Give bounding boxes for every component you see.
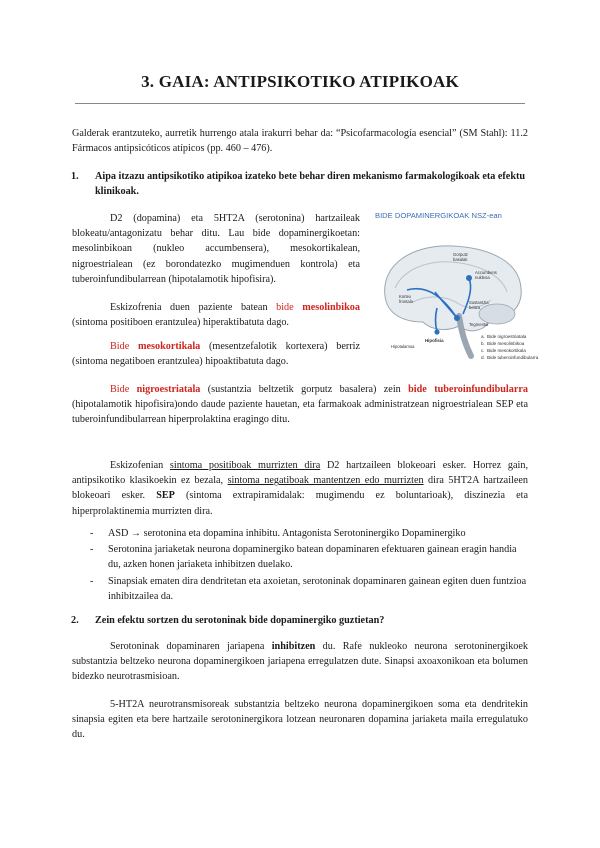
text-span: Eskizofenian — [110, 460, 170, 471]
label-accumbens: Accumbens — [475, 270, 497, 275]
label-tegmental: Tegmental — [469, 322, 489, 327]
label-frontal2: frontala — [399, 299, 413, 304]
question-1-number: 1. — [71, 171, 79, 182]
highlight-red: bide — [276, 302, 303, 313]
text-span: Serotoninak dopaminaren jariapena — [110, 641, 272, 652]
highlight-mesocortical: mesokortikala — [138, 341, 201, 352]
question-1-text: Aipa itzazu antipsikotiko atipikoa izateko bete behar diren mekanismo farmakologikoak eta efektu klinikoak. — [95, 171, 526, 198]
bold-inhibitzen: inhibitzen — [271, 641, 316, 652]
pituitary-node — [434, 329, 439, 334]
figure-title: BIDE DOPAMINERGIKOAK NSZ-ean — [375, 211, 502, 220]
label-hipofisia: Hipofisia — [425, 338, 444, 343]
highlight-red: Bide — [110, 384, 137, 395]
label-hipotalamoa: Hipotalamoa — [391, 344, 415, 349]
underlined-negative: sintoma negatiboak mantentzen edo murrizten — [227, 475, 424, 487]
figure-legend — [481, 334, 539, 360]
bullet-dash: - — [90, 544, 94, 556]
underlined-positive: sintoma positiboak murrizten dira — [169, 460, 321, 471]
cerebellum — [479, 304, 515, 324]
list-item — [90, 526, 528, 541]
list-item — [90, 542, 528, 572]
intro-paragraph: Galderak erantzuteko, aurretik hurrengo atala irakurri behar da: “Psicofarmacología esencial” (SM Stahl): 11.2 Fármacos antipsicóticos atípicos (pp. 460 – 476). — [72, 128, 528, 155]
text-span: (hipotalamotik hipofisira)ondo daude paziente hauetan, eta farmakoak administratzean nigroestrialean SEP eta tuberoinfundibularrean hiperprolaktina eragingo ditu. — [72, 399, 528, 426]
bullet-list — [90, 526, 528, 605]
title-divider — [75, 103, 525, 104]
paragraph-serotonin-effect — [72, 639, 528, 685]
highlight-mesolimbic: mesolinbikoa — [302, 302, 360, 313]
label-sustantzia: Sustantzia — [469, 300, 489, 305]
question-1 — [71, 169, 528, 199]
highlight-nigrostriatal: nigroestriatala — [136, 384, 201, 395]
legend-text: Bide mesolinbikoa — [487, 341, 525, 346]
legend-text: Bide mesokortikala — [487, 348, 526, 353]
label-basalak: basalak — [453, 257, 468, 262]
bullet-text: Serotonina jariaketak neurona dopaminergiko batean dopaminaren efektuaren gainean eragin handia du, azken honen jariaketa inhibitzen duelako. — [108, 544, 517, 571]
text-span: (mesentzefalotik kortexera) berriz (sintoma negatiboen erantzulea) hipoaktibatuta dago. — [72, 341, 360, 368]
text-span: (sintoma positiboen erantzulea) hiperaktibatuta dago. — [72, 317, 289, 329]
legend-key: b. — [481, 341, 485, 346]
text-span: dira 5HT2A hartzaileen blokeoari esker. — [72, 475, 528, 502]
question-2 — [71, 613, 528, 628]
striatum-node — [466, 275, 472, 281]
paragraph-mesolimbic — [72, 300, 360, 330]
question-2-number: 2. — [71, 615, 79, 626]
label-gorputz: Gorputz — [453, 252, 468, 257]
list-item — [90, 574, 528, 604]
bullet-dash: - — [90, 575, 94, 587]
highlight-tuberoinfundibular: bide tuberoinfundibularra — [408, 384, 528, 395]
bold-sep: SEP — [156, 490, 175, 502]
vta-node — [454, 315, 460, 321]
bullet-text: ASD → serotonina eta dopamina inhibitu. Antagonista Serotoninergiko Dopaminergiko — [108, 528, 466, 539]
label-frontal: Kortex — [399, 294, 412, 299]
paragraph-pathways: D2 (dopamina) eta 5HT2A (serotonina) hartzaileak blokeatu/antagonizatu behar ditu. Lau bide dopaminergikoetan: mesolinbikoan (nukleo accumbensera), mesokortikalean, nigroestrialean (ez borondatezko mugimenduen kontrola) eta tuberoinfundibularrean (hipotalamotik hipofisira). — [72, 213, 360, 285]
text-span: D2 hartzaileen blokeoari esker. Horrez gain, antipsikotiko klasikoekin ez bezala, — [72, 460, 528, 487]
dopamine-pathways-figure — [373, 204, 539, 372]
legend-text: Bide nigroestriatala — [487, 334, 527, 339]
legend-key: c. — [481, 348, 485, 353]
paragraph-symptoms — [72, 458, 528, 519]
text-span: (sintoma extrapiramidalak: mugimendu ez boluntarioak), diszinezia eta hiperprolaktinemia murrizten dira. — [72, 490, 528, 517]
label-nukleoa: nukleoa — [475, 275, 490, 280]
legend-text: Bide tuberoinfundibularra — [487, 355, 539, 360]
paragraph-5ht2a: 5-HT2A neurotransmisoreak substantzia beltzeko neurona dopaminergikoen soma eta dendritekin sinapsia egiten eta bere hartzaile serotoninergikora lotzean neuronaren dopamina jariaketa maila erregulatuko du. — [72, 699, 528, 741]
bullet-text: Sinapsiak ematen dira dendritetan eta axoietan, serotoninak dopaminaren gainean egiten duen funtzioa inhibitzailea da. — [108, 575, 527, 602]
highlight-red: Bide — [110, 341, 138, 352]
bullet-dash: - — [90, 528, 94, 539]
text-span: (sustantzia beltzetik gorputz basalera) zein — [200, 384, 409, 395]
brain-diagram — [373, 204, 539, 372]
page-title: 3. GAIA: ANTIPSIKOTIKO ATIPIKOAK — [141, 72, 459, 91]
paragraph-nigrostriatal — [72, 382, 528, 428]
question-2-text: Zein efektu sortzen du serotoninak bide dopaminergiko guztietan? — [95, 615, 385, 626]
legend-key: d. — [481, 355, 485, 360]
paragraph-mesocortical — [72, 339, 360, 369]
text-span: Eskizofrenia duen paziente batean — [110, 302, 277, 313]
text-span: du. Rafe nukleoko neurona serotoninergikoek substantzia beltzeko neurona dopaminergikoen jariapena erregulatzen dute. Sinapsi axoaxonikoan eta bolumen bidezko neurotrasmisioan. — [72, 641, 528, 683]
legend-key: a. — [481, 334, 485, 339]
label-beltza: beltza — [469, 305, 481, 310]
